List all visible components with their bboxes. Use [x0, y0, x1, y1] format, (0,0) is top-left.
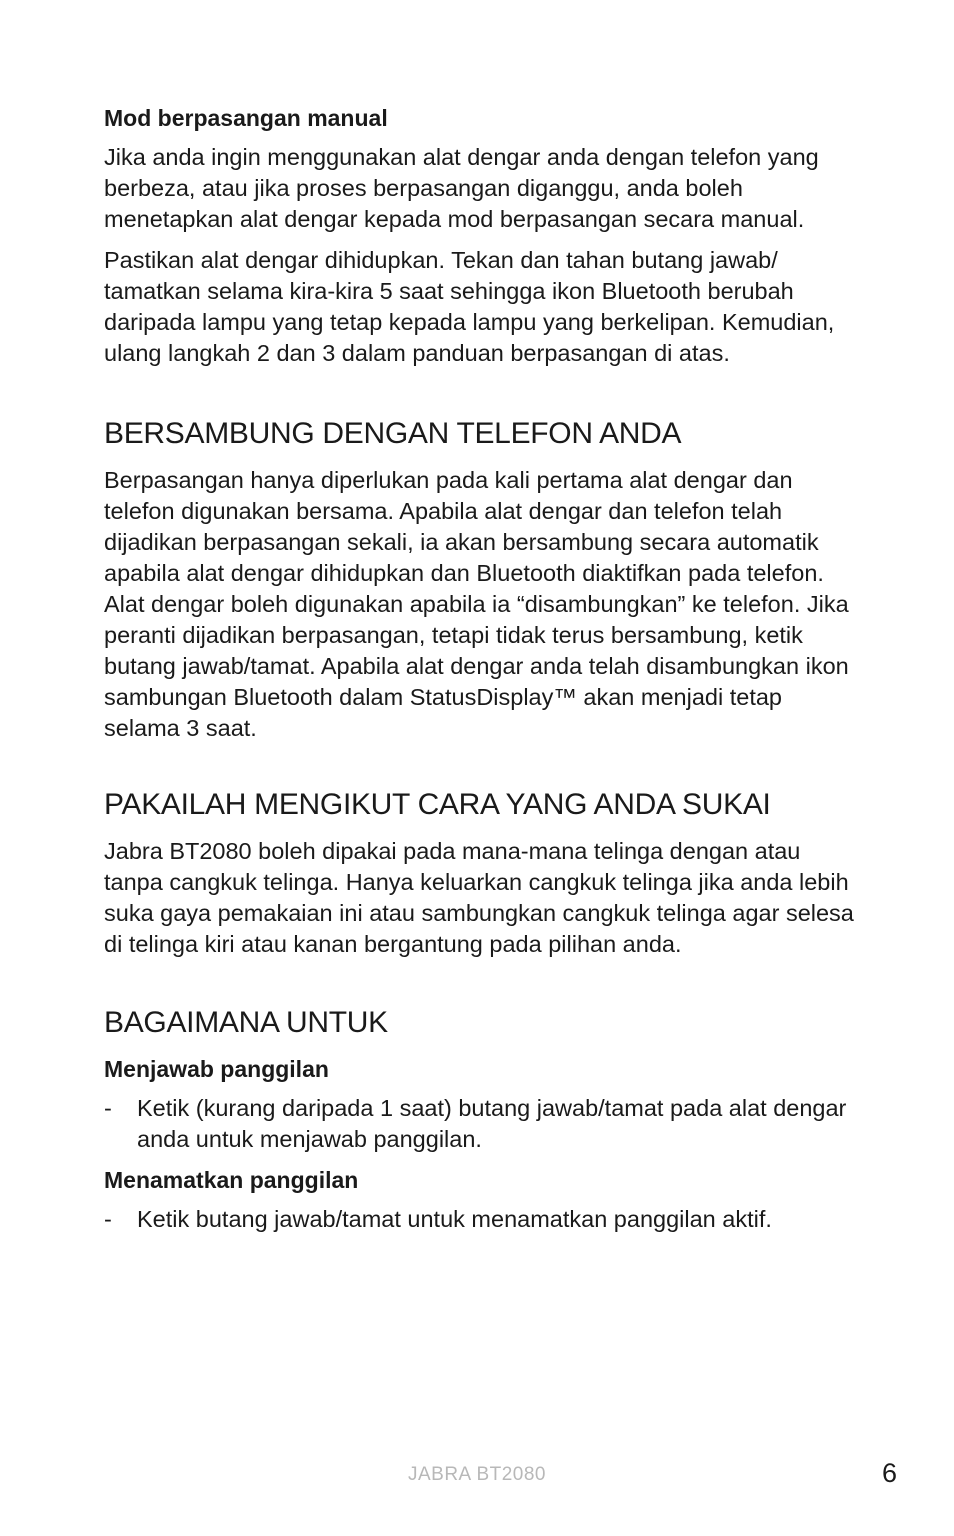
list-dash: - [104, 1206, 112, 1232]
wear-heading: PAKAILAH MENGIKUT CARA YANG ANDA SUKAI [104, 788, 771, 821]
wear-paragraph: Jabra BT2080 boleh dipakai pada mana-mana telinga dengan atau tanpa cangkuk telinga. Hanya keluarkan cangkuk telinga jika anda lebih suka gaya pemakaian ini atau sambungkan cangkuk telinga agar selesa di telinga kiri atau kanan bergantung pada pilihan anda. [104, 838, 854, 957]
end-call-text: Ketik butang jawab/tamat untuk menamatkan panggilan aktif. [137, 1206, 772, 1232]
answer-call-title: Menjawab panggilan [104, 1056, 329, 1082]
manual-pairing-paragraph-1: Jika anda ingin menggunakan alat dengar anda dengan telefon yang berbeza, atau jika proses berpasangan diganggu, anda boleh menetapkan alat dengar kepada mod berpasangan secara manual. [104, 144, 819, 232]
answer-call-text: Ketik (kurang daripada 1 saat) butang jawab/tamat pada alat dengar anda untuk menjawab panggilan. [137, 1095, 847, 1152]
end-call-title: Menamatkan panggilan [104, 1167, 359, 1193]
answer-call-item [104, 1093, 864, 1155]
manual-pairing-title: Mod berpasangan manual [104, 105, 388, 131]
end-call-item [104, 1204, 864, 1235]
howto-heading: BAGAIMANA UNTUK [104, 1006, 388, 1039]
list-dash: - [104, 1095, 112, 1121]
manual-pairing-paragraph-2: Pastikan alat dengar dihidupkan. Tekan dan tahan butang jawab/ tamatkan selama kira-kira 5 saat sehingga ikon Bluetooth berubah daripada lampu yang tetap kepada lampu yang berkelipan. Kemudian, ulang langkah 2 dan 3 dalam panduan berpasangan di atas. [104, 247, 835, 366]
connect-heading: BERSAMBUNG DENGAN TELEFON ANDA [104, 417, 682, 450]
page-number: 6 [881, 1458, 897, 1488]
connect-paragraph: Berpasangan hanya diperlukan pada kali pertama alat dengar dan telefon digunakan bersama. Apabila alat dengar dan telefon telah dijadikan berpasangan sekali, ia akan bersambung secara automatik apabila alat dengar dihidupkan dan Bluetooth diaktifkan pada telefon. Alat dengar boleh digunakan apabila ia “disambungkan” ke telefon. Jika peranti dijadikan berpasangan, tetapi tidak terus bersambung, ketik butang jawab/tamat. Apabila alat dengar anda telah disambungkan ikon sambungan Bluetooth dalam StatusDisplay™ akan menjadi tetap selama 3 saat. [104, 467, 849, 741]
document-page [104, 103, 864, 1245]
footer-product-name: JABRA BT2080 [407, 1464, 547, 1485]
